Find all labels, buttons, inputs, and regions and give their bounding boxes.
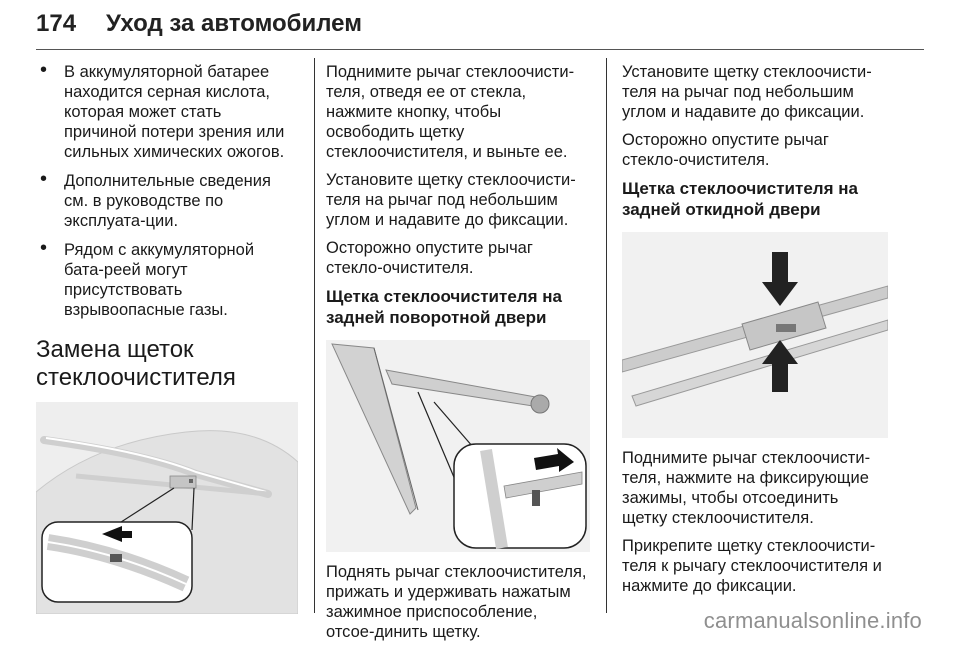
section-title-line-2: стеклоочистителя (36, 364, 236, 391)
paragraph: Поднимите рычаг стеклоочисти-теля, нажмите на фиксирующие зажимы, чтобы отсоединить щетку стеклоочистителя. (622, 449, 871, 527)
paragraph: Осторожно опустите рычаг стекло-очистителя. (326, 239, 533, 277)
column-2 (326, 62, 590, 650)
page-number: 174 (36, 10, 77, 37)
rear-swing-door-wiper-illustration (326, 340, 590, 552)
list-item: • В аккумуляторной батарее находится серная кислота, которая может стать причиной потери зрения или сильных химических ожогов. (36, 62, 298, 162)
section-heading: Щетка стеклоочистителя на задней поворотной двери (326, 287, 562, 327)
windshield-wiper-illustration (36, 402, 298, 614)
paragraph: Прикрепите щетку стеклоочисти-теля к рычагу стеклоочистителя и нажмите до фиксации. (622, 537, 882, 595)
column-1 (36, 62, 298, 624)
watermark: carmanualsonline.info (703, 608, 922, 633)
section-title (36, 336, 298, 392)
paragraph: Осторожно опустите рычаг стекло-очистителя. (622, 131, 829, 169)
section-title-line-1: Замена щеток (36, 336, 194, 363)
paragraph: Поднимите рычаг стеклоочисти-теля, отведя ее от стекла, нажмите кнопку, чтобы освободить щетку стеклоочистителя, и выньте ее. (326, 63, 575, 161)
paragraph: Установите щетку стеклоочисти-теля на рычаг под небольшим углом и надавите до фиксации. (326, 171, 576, 229)
column-3 (622, 62, 888, 604)
list-item: • Рядом с аккумуляторной бата-реей могут присутствовать взрывоопасные газы. (36, 240, 298, 320)
section-heading: Щетка стеклоочистителя на задней откидной двери (622, 179, 858, 219)
paragraph: Поднять рычаг стеклоочистителя, прижать и удерживать нажатым зажимное приспособление, отсое-динить щетку. (326, 563, 587, 641)
column-divider-2 (606, 58, 607, 613)
header-divider (36, 49, 924, 50)
column-divider-1 (314, 58, 315, 613)
list-item: • Дополнительные сведения см. в руководстве по эксплуата-ции. (36, 171, 298, 231)
paragraph: Установите щетку стеклоочисти-теля на рычаг под небольшим углом и надавите до фиксации. (622, 63, 872, 121)
header (36, 10, 362, 38)
rear-tailgate-wiper-illustration (622, 232, 888, 438)
page-title: Уход за автомобилем (106, 10, 362, 37)
warning-list (36, 62, 298, 320)
